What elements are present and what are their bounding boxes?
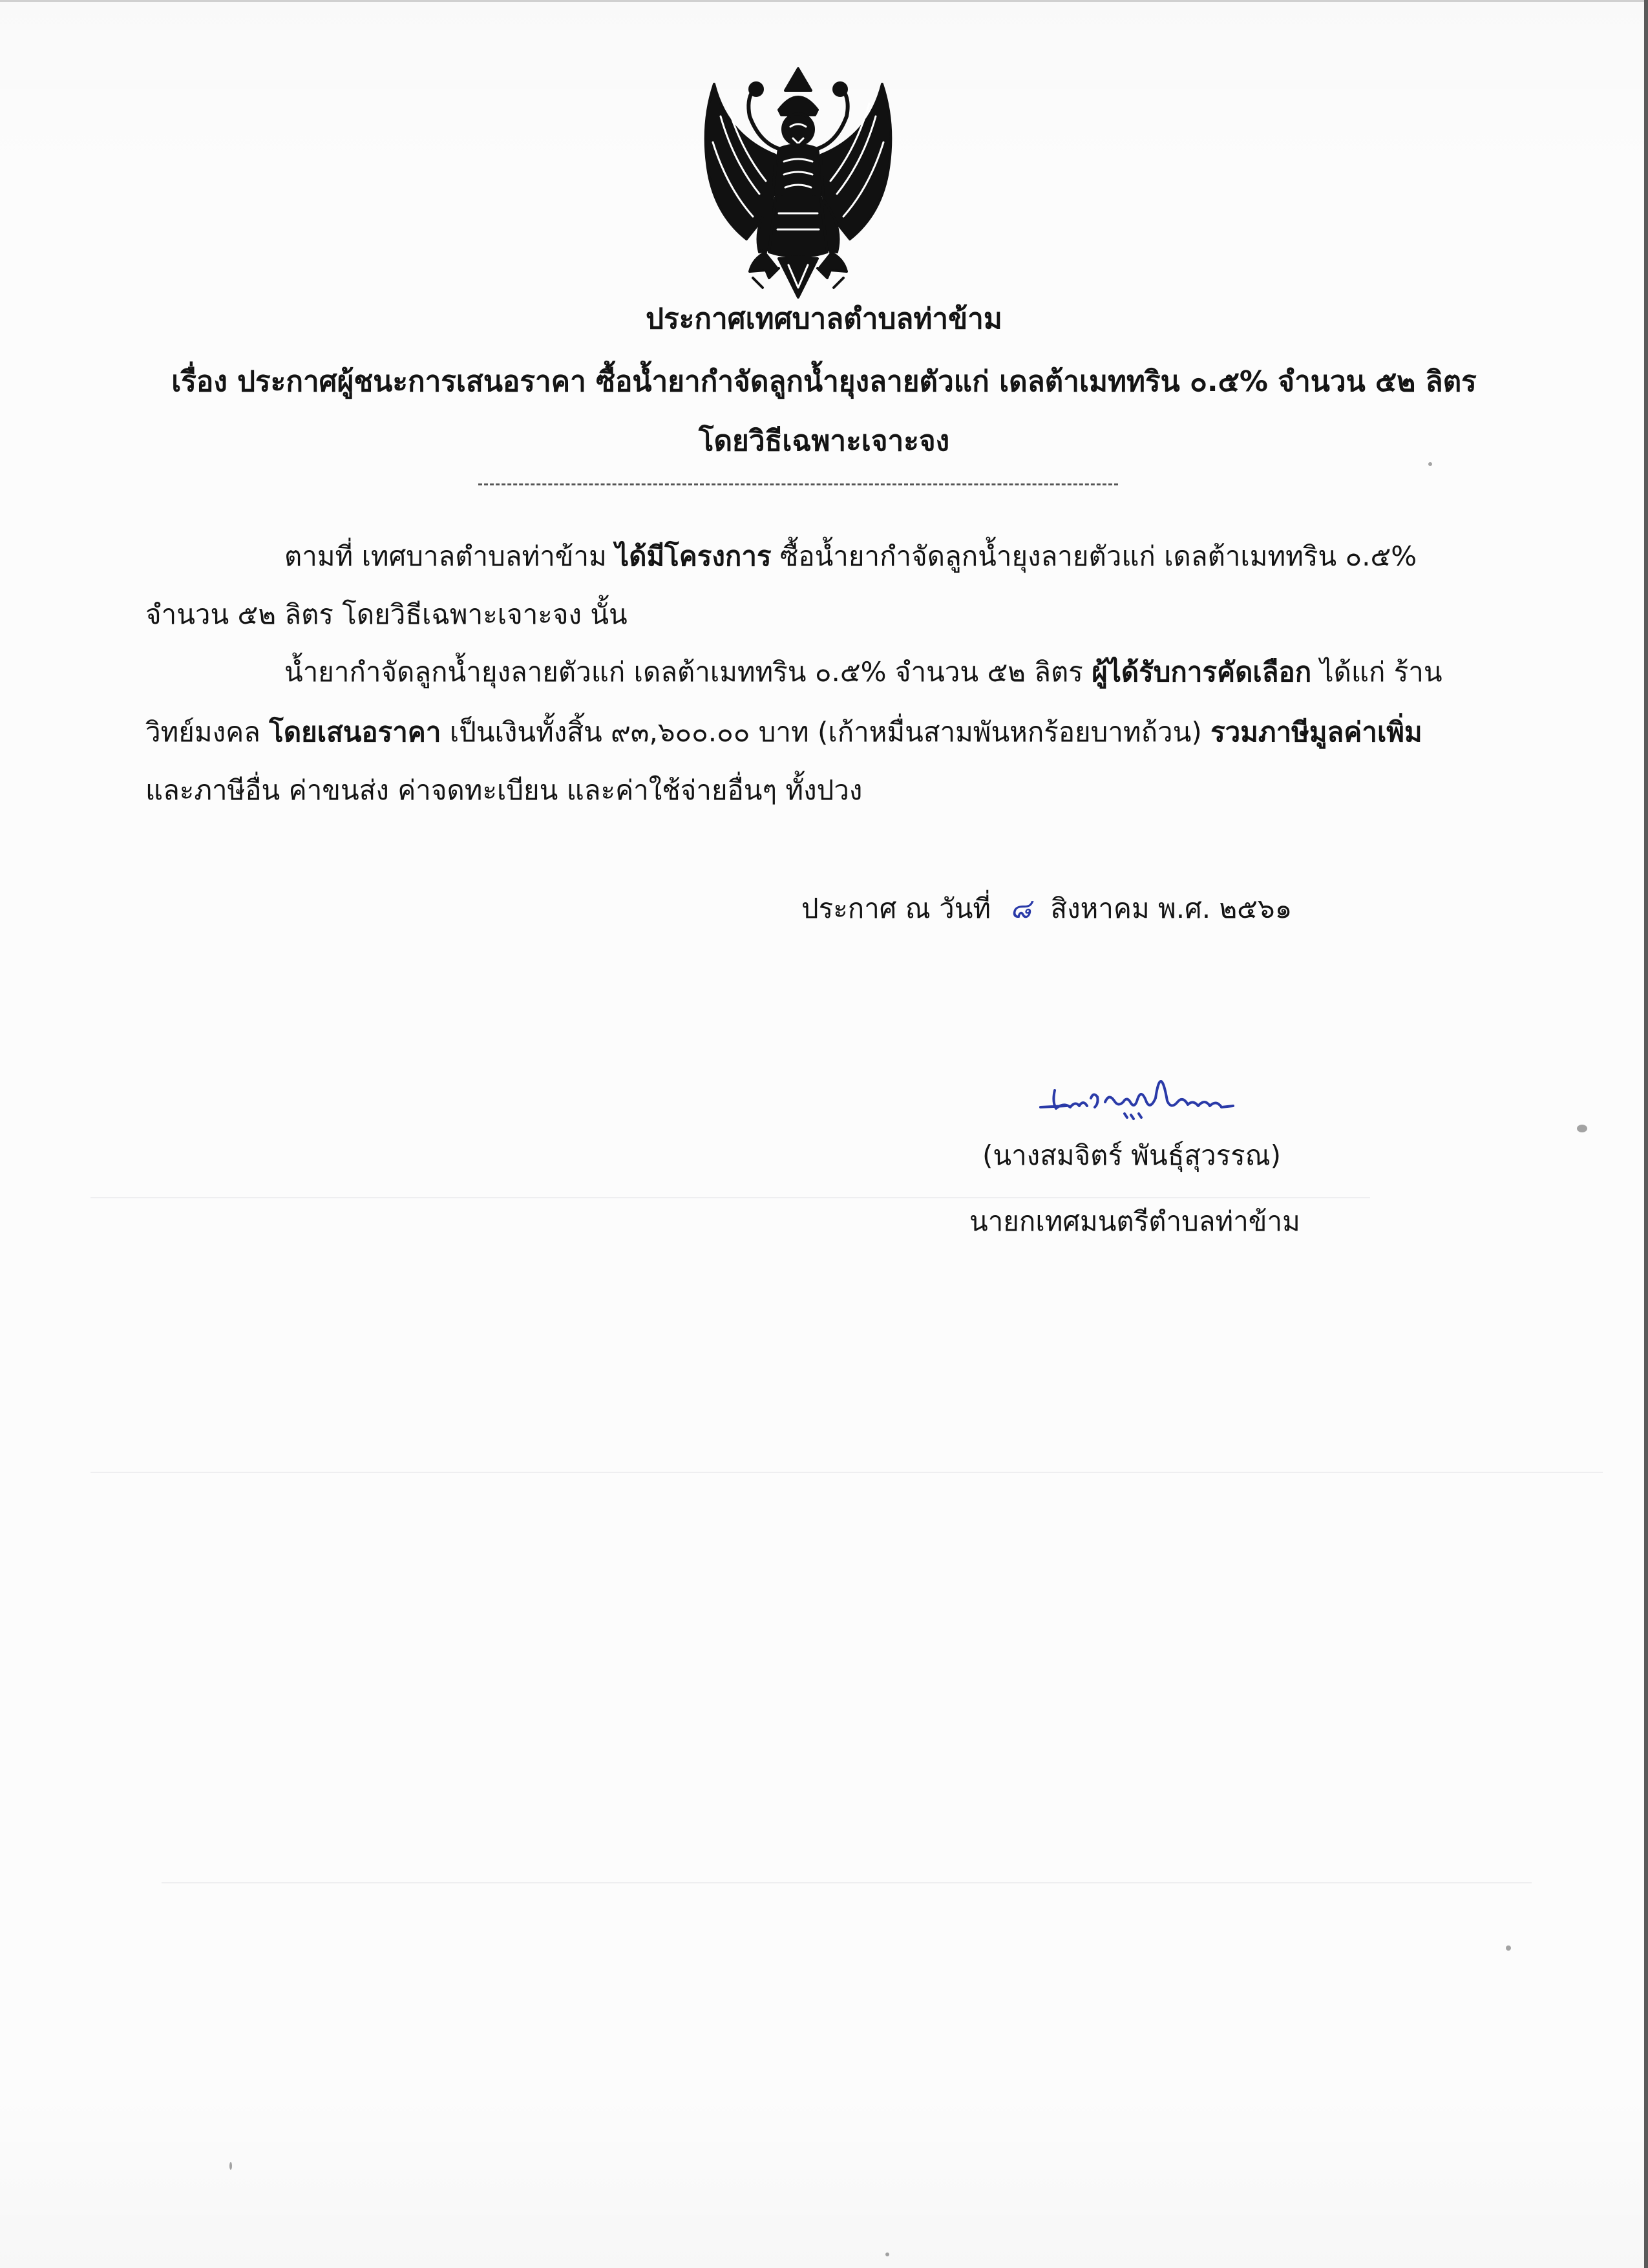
scan-speck (885, 2252, 889, 2256)
date-prefix: ประกาศ ณ วันที่ (801, 893, 991, 924)
document-title: ประกาศเทศบาลตำบลท่าข้าม (646, 302, 1002, 335)
document-subject-continued: โดยวิธีเฉพาะเจาะจง (698, 425, 950, 458)
p1-text-a: ตามที่ เทศบาลตำบลท่าข้าม (284, 540, 616, 572)
scan-artifact-line (90, 1472, 1603, 1473)
scan-border-top (0, 0, 1648, 2)
announcement-date (801, 887, 1292, 930)
p2-offer-label: โดยเสนอราคา (269, 716, 441, 748)
p2-amount: เป็นเงินทั้งสิ้น ๙๓,๖๐๐.๐๐ บาท (เก้าหมื่นสามพันหกร้อยบาทถ้วน) (441, 716, 1211, 748)
scan-artifact-line (162, 1882, 1532, 1883)
signature-image (1028, 1050, 1260, 1125)
date-month-year: สิงหาคม พ.ศ. ๒๕๖๑ (1050, 893, 1293, 924)
document-subject: เรื่อง ประกาศผู้ชนะการเสนอราคา ซื้อน้ำยากำจัดลูกน้ำยุงลายตัวแก่ เดลต้าเมททริน ๐.๕% จำนวน ๕๒ ลิตร (171, 365, 1477, 398)
p2-text-a: น้ำยากำจัดลูกน้ำยุงลายตัวแก่ เดลต้าเมททริน ๐.๕% จำนวน ๕๒ ลิตร (284, 656, 1092, 688)
header-separator (478, 483, 1118, 485)
scan-speck (1577, 1125, 1587, 1132)
paragraph-1-line-1 (284, 535, 1417, 578)
signer-name: (นางสมจิตร์ พันธุ์สุวรรณ) (982, 1139, 1282, 1171)
p1-text-c: ซื้อน้ำยากำจัดลูกน้ำยุงลายตัวแก่ เดลต้าเมททริน ๐.๕% (771, 540, 1417, 572)
p1-text-b: ได้มีโครงการ (615, 540, 772, 572)
paragraph-2-line-3: และภาษีอื่น ค่าขนส่ง ค่าจดทะเบียน และค่าใช้จ่ายอื่นๆ ทั้งปวง (145, 774, 863, 806)
scan-speck (229, 2162, 232, 2170)
signer-position: นายกเทศมนตรีตำบลท่าข้าม (969, 1205, 1300, 1237)
p2-vendor: วิทย์มงคล (145, 716, 269, 748)
date-day-handwritten: ๘ (1010, 893, 1031, 924)
p2-vat-label: รวมภาษีมูลค่าเพิ่ม (1210, 716, 1422, 748)
scan-speck (1506, 1945, 1511, 1951)
paragraph-2-line-1 (284, 651, 1442, 694)
garuda-emblem-icon (688, 65, 908, 304)
p2-text-c: ได้แก่ ร้าน (1311, 656, 1442, 688)
p2-text-b: ผู้ได้รับการคัดเลือก (1092, 656, 1312, 688)
paragraph-1-line-2: จำนวน ๕๒ ลิตร โดยวิธีเฉพาะเจาะจง นั้น (145, 599, 628, 630)
paragraph-2-line-2 (145, 711, 1422, 754)
scan-artifact-line (90, 1197, 1370, 1198)
